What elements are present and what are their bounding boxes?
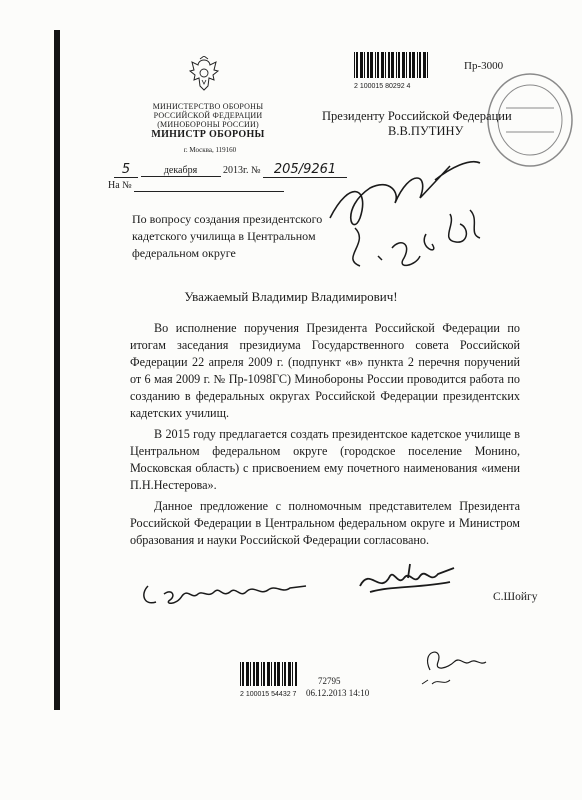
signatory-name: С.Шойгу <box>493 591 538 603</box>
top-barcode <box>354 52 430 90</box>
ministry-line: (МИНОБОРОНЫ РОССИИ) <box>157 120 259 129</box>
ministry-line: МИНИСТЕРСТВО ОБОРОНЫ <box>152 102 264 111</box>
bottom-barcode <box>240 662 300 698</box>
subject-line: кадетского училища в Центральном <box>132 229 316 243</box>
addressee <box>322 109 512 139</box>
resolution-handwriting <box>300 148 500 278</box>
number-label: № <box>250 165 261 176</box>
coat-of-arms-icon <box>186 56 222 94</box>
ministry-name <box>146 102 270 129</box>
date-day: 5 <box>114 162 138 178</box>
top-barcode-number: 2 100015 80292 4 <box>354 83 411 90</box>
body-paragraph: Данное предложение с полномочным представителем Президента Российской Федерации в Центральном федеральном округе и Министром образования и науки Российской Федерации согласовано. <box>130 499 520 547</box>
date-month: декабря <box>141 165 221 177</box>
outgoing-number: 205/9261 <box>263 162 347 178</box>
subject-line: По вопросу создания президентского <box>132 212 323 226</box>
barcode-bars <box>240 662 300 686</box>
letter-body <box>130 320 520 553</box>
body-paragraph: Во исполнение поручения Президента Российской Федерации по итогам заседания президиума Государственного совета Российской Федерации 22 апреля 2009 г. (подпункт «в» пункта 2 перечня поручений от 6 мая 2009 г. № Пр-1098ГС) Минобороны России проводится работа по созданию в федеральных округах Российской Федерации президентских кадетских училищ. <box>130 321 520 420</box>
handwritten-closing <box>136 566 316 616</box>
barcode-bars <box>354 52 430 78</box>
registration-number: 72795 <box>318 676 341 686</box>
reference-line <box>108 180 284 192</box>
minister-title: МИНИСТР ОБОРОНЫ <box>151 129 265 140</box>
addressee-name: В.В.ПУТИНУ <box>388 124 464 138</box>
reference-label: На № <box>108 180 132 191</box>
bottom-barcode-number: 2 100015 54432 7 <box>240 691 297 698</box>
document-code: Пр-3000 <box>464 60 504 72</box>
registration-datetime: 06.12.2013 14:10 <box>306 688 370 698</box>
greeting: Уважаемый Владимир Владимирович! <box>184 289 398 304</box>
scan-margin-bar <box>54 30 60 710</box>
date-year: 2013 <box>223 165 243 176</box>
ministry-line: РОССИЙСКОЙ ФЕДЕРАЦИИ <box>153 111 263 120</box>
subject-block <box>132 211 322 262</box>
subject-line: федеральном округе <box>132 246 236 260</box>
handwritten-initials <box>414 640 494 690</box>
city-address: г. Москва, 119160 <box>183 146 237 154</box>
date-year-suffix: г. <box>243 165 249 176</box>
body-paragraph: В 2015 году предлагается создать президентское кадетское училище в Центральном федеральном округе (городское поселение Монино, Московская область) с присвоением ему почетного наименования «имени П.Н.Нестерова». <box>130 427 520 492</box>
signature-mark <box>350 556 470 606</box>
addressee-title: Президенту Российской Федерации <box>322 109 512 123</box>
